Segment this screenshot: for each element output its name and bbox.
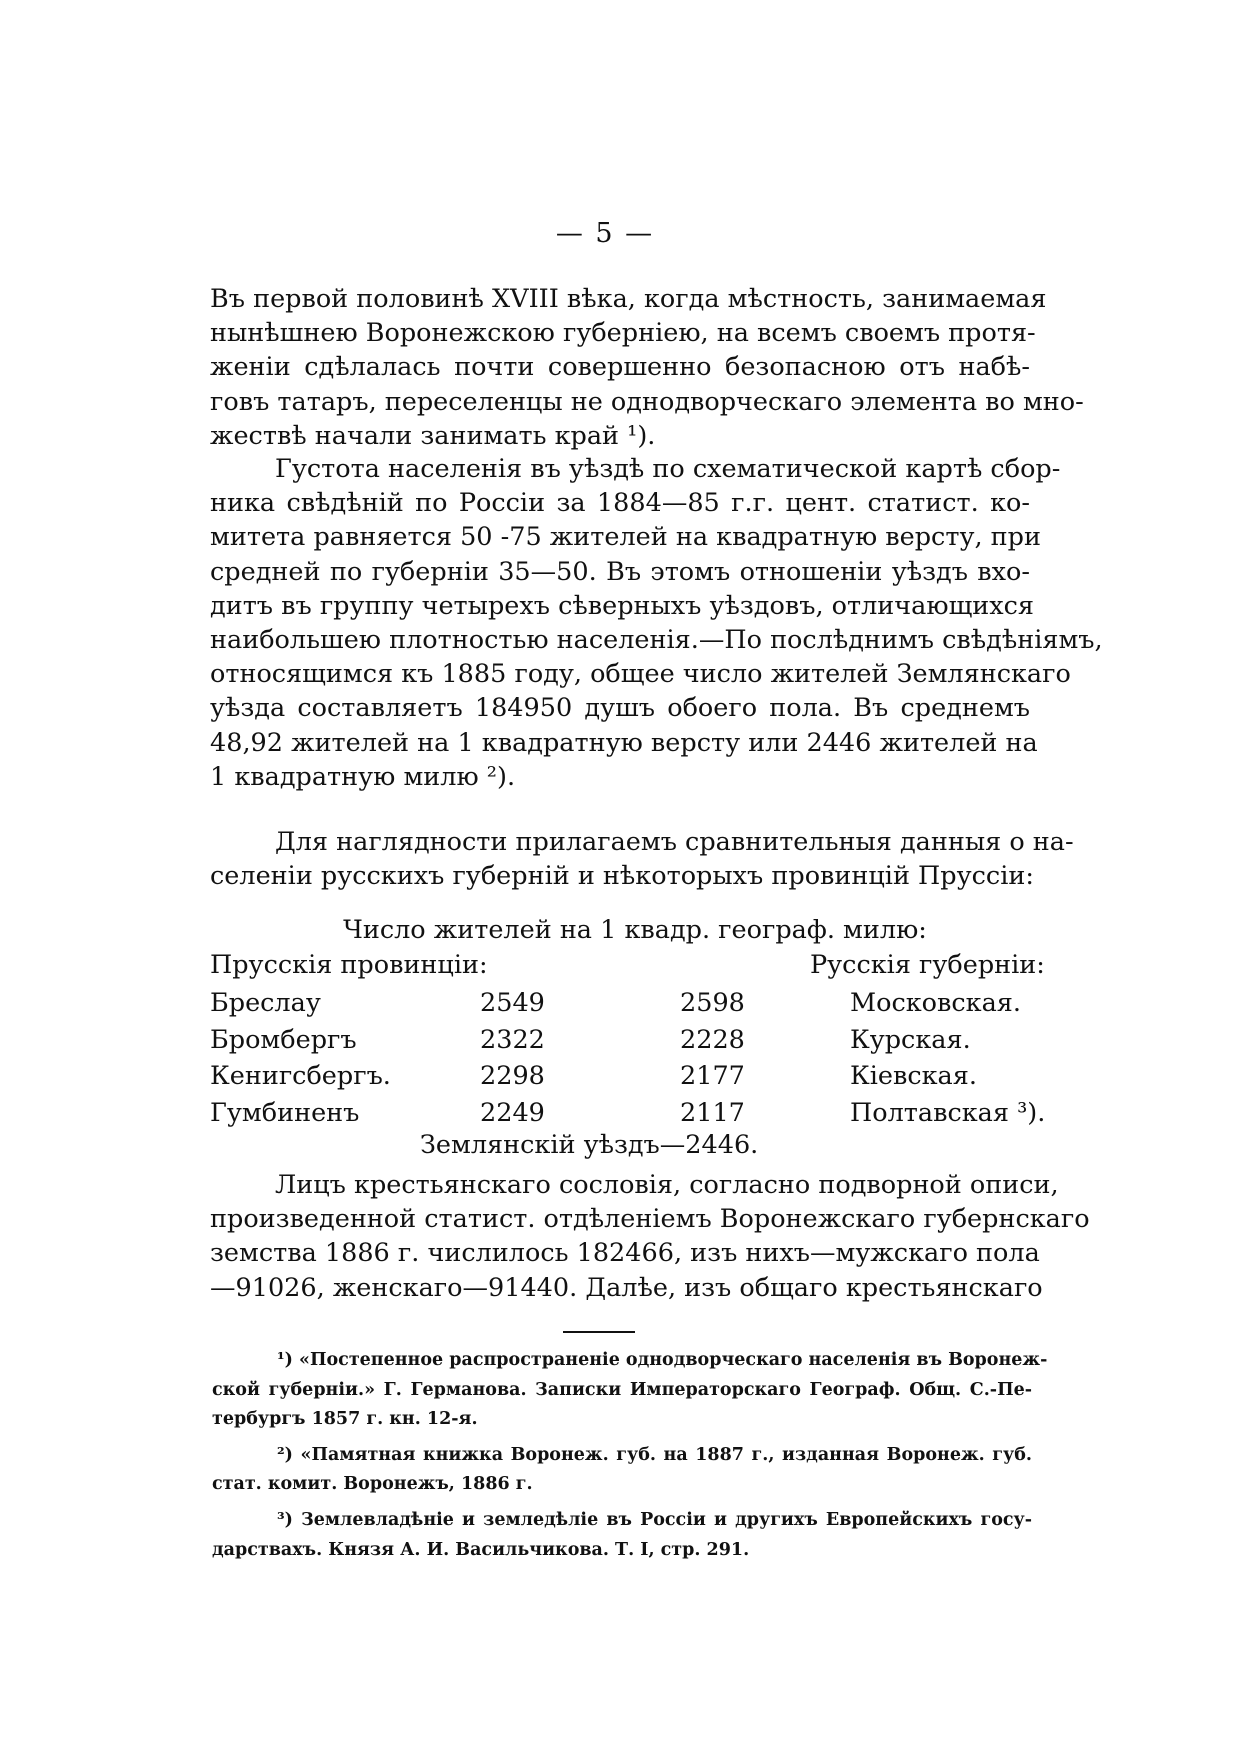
table-caption: Число жителей на 1 квадр. географ. милю: xyxy=(343,915,927,945)
table-row xyxy=(210,1061,1030,1098)
population-table xyxy=(210,950,1046,1134)
table-row xyxy=(210,1097,1046,1135)
footnote-line: ской губерніи.» Г. Германова. Записки Императорскаго Географ. Общ. С.-Пе- xyxy=(212,1379,1032,1400)
paragraph-3 xyxy=(210,825,1074,893)
province-value: 2322 xyxy=(480,1024,545,1055)
gubernia-name: Московская. xyxy=(850,988,1022,1018)
gubernia-value: 2228 xyxy=(680,1024,745,1055)
text-line: Лицъ крестьянскаго сословія, согласно подворной описи, xyxy=(275,1170,1059,1200)
gubernia-value: 2117 xyxy=(680,1097,745,1128)
text-line: нынѣшнею Воронежскою губерніею, на всемъ своемъ протя- xyxy=(210,318,1036,349)
province-name: Кенигсбергъ. xyxy=(210,1061,391,1091)
text-line: Для наглядности прилагаемъ сравнительныя данныя о на- xyxy=(275,827,1074,857)
gubernia-value: 2598 xyxy=(680,988,745,1018)
text-line: Въ первой половинѣ XVIII вѣка, когда мѣстность, занимаемая xyxy=(210,284,1047,314)
text-line: земства 1886 г. числилось 182466, изъ нихъ—мужскаго пола xyxy=(210,1238,1040,1269)
text-line: уѣзда составляетъ 184950 душъ обоего пола. Въ среднемъ xyxy=(210,693,1030,724)
footnote-line: ²) «Памятная книжка Воронеж. губ. на 1887 г., изданная Воронеж. губ. xyxy=(277,1444,1032,1465)
text-line: женіи сдѣлалась почти совершенно безопасною отъ набѣ- xyxy=(210,352,1030,383)
paragraph-4 xyxy=(210,1168,1090,1305)
province-name: Бреслау xyxy=(210,988,321,1018)
text-line: ника свѣдѣній по Россіи за 1884—85 г.г. цент. статист. ко- xyxy=(210,488,1030,519)
province-name: Гумбиненъ xyxy=(210,1097,360,1128)
footnote-line: ³) Землевладѣніе и земледѣліе въ Россіи и другихъ Европейскихъ госу- xyxy=(277,1509,1032,1530)
footnote-line: стат. комит. Воронежъ, 1886 г. xyxy=(212,1474,533,1495)
province-value: 2298 xyxy=(480,1061,545,1091)
footnote-divider xyxy=(563,1331,635,1333)
footnote-2 xyxy=(212,1441,1032,1500)
paragraph-2 xyxy=(210,452,1103,794)
footnote-3 xyxy=(212,1506,1032,1565)
gubernia-name: Полтавская ³). xyxy=(850,1097,1046,1128)
text-line: относящимся къ 1885 году, общее число жителей Землянскаго xyxy=(210,659,1071,690)
text-line: дитъ въ группу четырехъ сѣверныхъ уѣздовъ, отличающихся xyxy=(210,590,1035,621)
text-line: —91026, женскаго—91440. Далѣе, изъ общаго крестьянскаго xyxy=(210,1272,1043,1303)
text-line: жествѣ начали занимать край ¹). xyxy=(210,420,656,451)
text-line: произведенной статист. отдѣленіемъ Воронежскаго губернскаго xyxy=(210,1204,1090,1235)
text-line: говъ татаръ, переселенцы не однодворческаго элемента во мно- xyxy=(210,386,1084,417)
province-name: Бромбергъ xyxy=(210,1024,357,1055)
header-prussian-provinces: Прусскія провинціи: xyxy=(210,950,488,980)
table-row xyxy=(210,988,1030,1025)
footnote-1 xyxy=(212,1346,1048,1435)
table-header xyxy=(210,950,1045,988)
province-value: 2249 xyxy=(480,1097,545,1128)
footnote-line: тербургъ 1857 г. кн. 12-я. xyxy=(212,1409,478,1430)
province-value: 2549 xyxy=(480,988,545,1018)
page-number: — 5 — xyxy=(555,218,655,249)
header-russian-gubernias: Русскія губерніи: xyxy=(810,950,1045,980)
footnote-line: дарствахъ. Князя А. И. Васильчикова. Т. I, стр. 291. xyxy=(212,1539,750,1560)
footnote-line: ¹) «Постепенное распространеніе однодворческаго населенія въ Воронеж- xyxy=(277,1350,1048,1370)
gubernia-value: 2177 xyxy=(680,1061,745,1091)
paragraph-1 xyxy=(210,282,1084,453)
table-row xyxy=(210,1025,1030,1062)
district-total: Землянскій уѣздъ—2446. xyxy=(420,1130,759,1160)
text-line: наибольшею плотностью населенія.—По послѣднимъ свѣдѣніямъ, xyxy=(210,624,1103,655)
text-line: 48,92 жителей на 1 квадратную версту или 2446 жителей на xyxy=(210,727,1038,758)
text-line: Густота населенія въ уѣздѣ по схематической картѣ сбор- xyxy=(275,454,1061,484)
text-line: средней по губерніи 35—50. Въ этомъ отношеніи уѣздъ вхо- xyxy=(210,556,1030,587)
text-line: селеніи русскихъ губерній и нѣкоторыхъ провинцій Пруссіи: xyxy=(210,861,1034,892)
footnotes xyxy=(212,1346,1048,1565)
gubernia-name: Курская. xyxy=(850,1024,971,1055)
text-line: 1 квадратную милю ²). xyxy=(210,761,516,792)
gubernia-name: Кіевская. xyxy=(850,1061,977,1091)
text-line: митета равняется 50 -75 жителей на квадратную версту, при xyxy=(210,522,1041,553)
